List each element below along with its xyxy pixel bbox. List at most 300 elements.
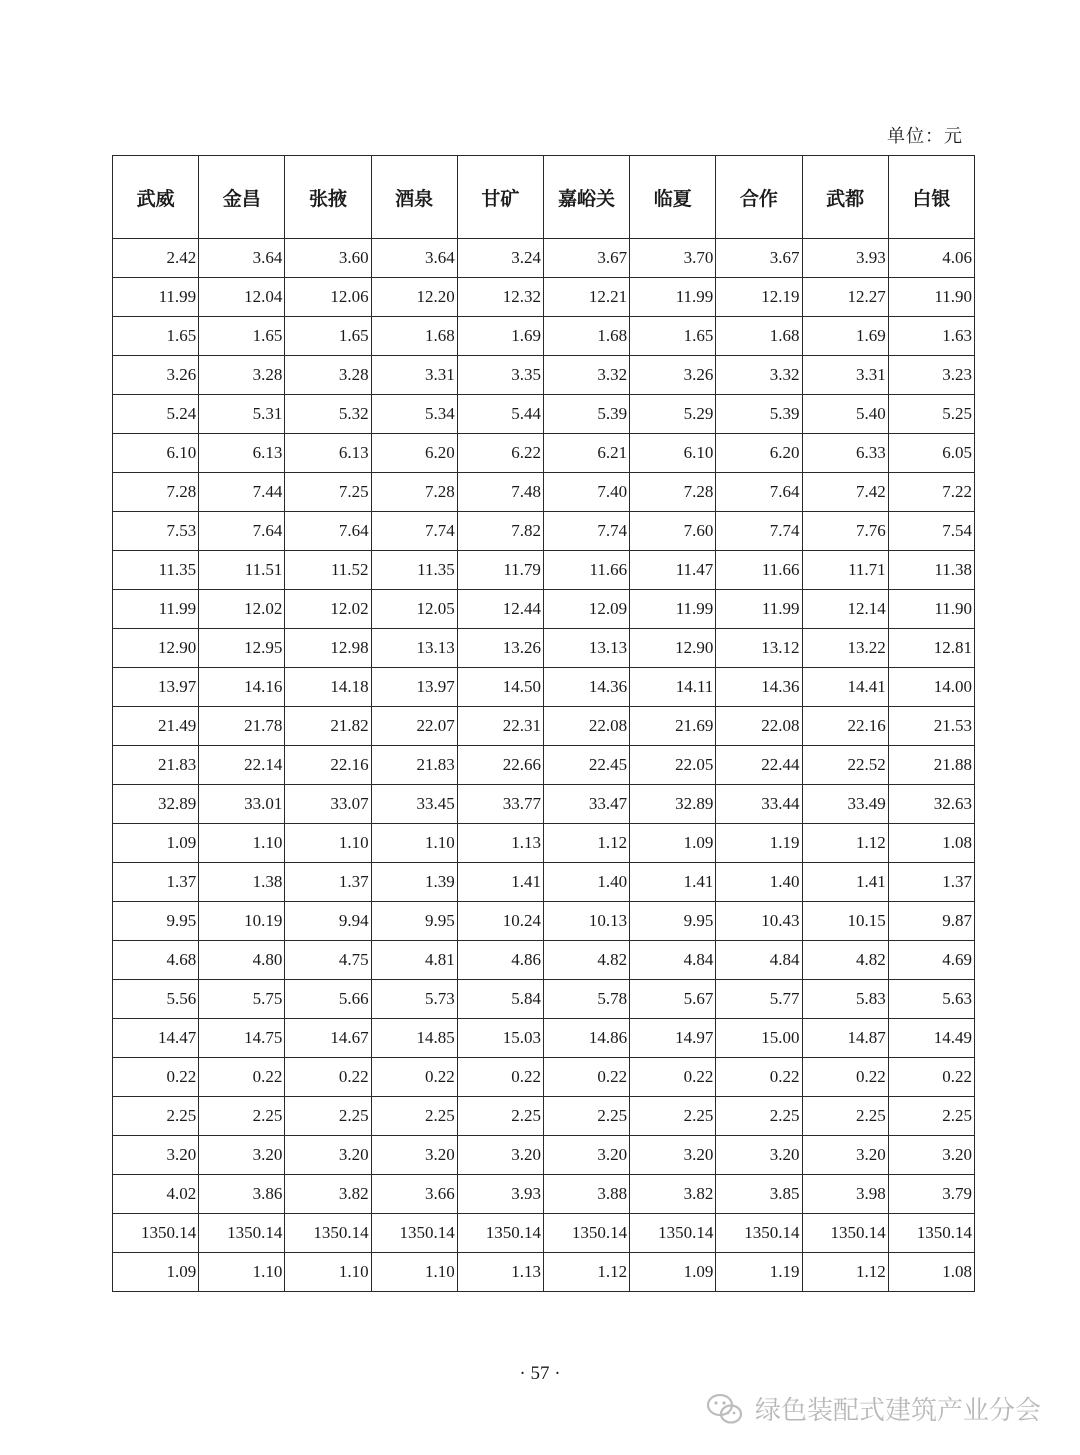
table-cell: 5.84: [457, 980, 543, 1019]
table-cell: 1350.14: [113, 1214, 199, 1253]
table-cell: 12.20: [371, 278, 457, 317]
table-row: [113, 1136, 975, 1175]
table-cell: 3.20: [285, 1136, 371, 1175]
table-cell: 14.47: [113, 1019, 199, 1058]
table-cell: 1350.14: [543, 1214, 629, 1253]
table-cell: 4.82: [543, 941, 629, 980]
table-cell: 1.09: [630, 824, 716, 863]
table-cell: 5.39: [716, 395, 802, 434]
table-cell: 3.35: [457, 356, 543, 395]
table-cell: 33.45: [371, 785, 457, 824]
table-cell: 7.64: [285, 512, 371, 551]
table-cell: 5.56: [113, 980, 199, 1019]
table-cell: 1.38: [199, 863, 285, 902]
table-cell: 1.12: [543, 824, 629, 863]
table-cell: 5.39: [543, 395, 629, 434]
table-cell: 13.26: [457, 629, 543, 668]
table-cell: 1350.14: [285, 1214, 371, 1253]
table-cell: 14.87: [802, 1019, 888, 1058]
table-cell: 12.27: [802, 278, 888, 317]
table-cell: 6.20: [716, 434, 802, 473]
table-cell: 12.04: [199, 278, 285, 317]
table-cell: 3.64: [199, 239, 285, 278]
table-cell: 7.60: [630, 512, 716, 551]
table-cell: 7.64: [199, 512, 285, 551]
table-cell: 22.31: [457, 707, 543, 746]
table-cell: 14.86: [543, 1019, 629, 1058]
table-cell: 3.28: [285, 356, 371, 395]
table-cell: 5.29: [630, 395, 716, 434]
table-cell: 6.33: [802, 434, 888, 473]
table-cell: 3.88: [543, 1175, 629, 1214]
table-cell: 6.13: [199, 434, 285, 473]
table-cell: 6.05: [888, 434, 974, 473]
table-cell: 10.15: [802, 902, 888, 941]
table-cell: 3.70: [630, 239, 716, 278]
table-row: [113, 278, 975, 317]
table-cell: 1.63: [888, 317, 974, 356]
table-cell: 0.22: [457, 1058, 543, 1097]
table-cell: 2.25: [802, 1097, 888, 1136]
table-row: [113, 551, 975, 590]
table-cell: 1.19: [716, 1253, 802, 1292]
table-cell: 5.24: [113, 395, 199, 434]
table-cell: 4.68: [113, 941, 199, 980]
table-cell: 3.79: [888, 1175, 974, 1214]
table-cell: 11.90: [888, 590, 974, 629]
table-cell: 1.37: [113, 863, 199, 902]
table-cell: 13.97: [113, 668, 199, 707]
table-cell: 3.20: [457, 1136, 543, 1175]
table-cell: 22.16: [802, 707, 888, 746]
table-cell: 33.01: [199, 785, 285, 824]
unit-label: 单位：元: [887, 126, 963, 147]
table-cell: 7.53: [113, 512, 199, 551]
table-cell: 5.44: [457, 395, 543, 434]
table-cell: 13.12: [716, 629, 802, 668]
table-cell: 2.25: [457, 1097, 543, 1136]
table-row: [113, 473, 975, 512]
table-cell: 22.08: [543, 707, 629, 746]
table-cell: 11.71: [802, 551, 888, 590]
table-cell: 1.10: [199, 1253, 285, 1292]
table-cell: 1.13: [457, 824, 543, 863]
header-row: [113, 156, 975, 239]
table-cell: 22.44: [716, 746, 802, 785]
table-cell: 22.08: [716, 707, 802, 746]
table-cell: 33.77: [457, 785, 543, 824]
table-cell: 21.78: [199, 707, 285, 746]
table-row: [113, 746, 975, 785]
table-cell: 0.22: [888, 1058, 974, 1097]
table-cell: 11.66: [716, 551, 802, 590]
table-cell: 6.10: [630, 434, 716, 473]
table-row: [113, 239, 975, 278]
table-cell: 33.49: [802, 785, 888, 824]
table-cell: 7.28: [113, 473, 199, 512]
table-cell: 4.80: [199, 941, 285, 980]
table-cell: 7.54: [888, 512, 974, 551]
table-cell: 9.94: [285, 902, 371, 941]
table-cell: 0.22: [371, 1058, 457, 1097]
table-cell: 3.93: [802, 239, 888, 278]
table-cell: 5.66: [285, 980, 371, 1019]
column-header: 嘉峪关: [543, 156, 629, 239]
table-cell: 14.18: [285, 668, 371, 707]
table-cell: 14.49: [888, 1019, 974, 1058]
table-cell: 3.23: [888, 356, 974, 395]
table-cell: 7.74: [543, 512, 629, 551]
table-cell: 9.87: [888, 902, 974, 941]
table-cell: 1.10: [285, 824, 371, 863]
table-cell: 13.13: [371, 629, 457, 668]
table-cell: 7.76: [802, 512, 888, 551]
table-cell: 1.65: [285, 317, 371, 356]
table-cell: 11.79: [457, 551, 543, 590]
table-cell: 7.28: [630, 473, 716, 512]
table-cell: 9.95: [630, 902, 716, 941]
table-cell: 2.42: [113, 239, 199, 278]
table-cell: 1.10: [285, 1253, 371, 1292]
table-cell: 3.32: [543, 356, 629, 395]
table-row: [113, 1058, 975, 1097]
table-cell: 1.41: [802, 863, 888, 902]
table-cell: 15.03: [457, 1019, 543, 1058]
table-cell: 11.99: [630, 278, 716, 317]
table-cell: 3.26: [113, 356, 199, 395]
table-cell: 3.98: [802, 1175, 888, 1214]
table-cell: 2.25: [543, 1097, 629, 1136]
table-cell: 21.82: [285, 707, 371, 746]
table-cell: 1.12: [802, 1253, 888, 1292]
table-cell: 10.43: [716, 902, 802, 941]
table-cell: 14.41: [802, 668, 888, 707]
table-cell: 14.36: [543, 668, 629, 707]
table-cell: 3.20: [716, 1136, 802, 1175]
table-cell: 21.83: [113, 746, 199, 785]
table-cell: 0.22: [630, 1058, 716, 1097]
table-cell: 1.12: [543, 1253, 629, 1292]
table-cell: 21.49: [113, 707, 199, 746]
table-row: [113, 395, 975, 434]
table-cell: 1.09: [630, 1253, 716, 1292]
table-cell: 3.24: [457, 239, 543, 278]
table-cell: 12.44: [457, 590, 543, 629]
table-cell: 11.99: [630, 590, 716, 629]
table-cell: 3.20: [630, 1136, 716, 1175]
table-cell: 22.05: [630, 746, 716, 785]
table-cell: 7.22: [888, 473, 974, 512]
table-cell: 13.22: [802, 629, 888, 668]
watermark: [705, 1390, 1041, 1427]
table-cell: 7.74: [716, 512, 802, 551]
table-cell: 3.86: [199, 1175, 285, 1214]
table-cell: 1350.14: [802, 1214, 888, 1253]
table-cell: 11.90: [888, 278, 974, 317]
table-cell: 11.52: [285, 551, 371, 590]
table-cell: 7.48: [457, 473, 543, 512]
table-cell: 1.08: [888, 1253, 974, 1292]
table-cell: 3.82: [630, 1175, 716, 1214]
table-cell: 5.75: [199, 980, 285, 1019]
column-header: 白银: [888, 156, 974, 239]
table-cell: 7.28: [371, 473, 457, 512]
table-cell: 12.90: [630, 629, 716, 668]
table-cell: 12.81: [888, 629, 974, 668]
table-cell: 5.32: [285, 395, 371, 434]
table-row: [113, 902, 975, 941]
table-cell: 2.25: [716, 1097, 802, 1136]
table-cell: 2.25: [113, 1097, 199, 1136]
table-cell: 11.66: [543, 551, 629, 590]
table-cell: 1.65: [113, 317, 199, 356]
table-row: [113, 356, 975, 395]
wechat-icon: [705, 1391, 745, 1427]
table-cell: 4.75: [285, 941, 371, 980]
table-cell: 3.20: [888, 1136, 974, 1175]
table-cell: 1350.14: [888, 1214, 974, 1253]
table-cell: 12.95: [199, 629, 285, 668]
table-cell: 1.19: [716, 824, 802, 863]
table-cell: 32.89: [113, 785, 199, 824]
table-cell: 32.89: [630, 785, 716, 824]
table-cell: 4.69: [888, 941, 974, 980]
table-row: [113, 590, 975, 629]
table-cell: 14.00: [888, 668, 974, 707]
table-cell: 22.07: [371, 707, 457, 746]
column-header: 张掖: [285, 156, 371, 239]
table-cell: 13.13: [543, 629, 629, 668]
table-cell: 33.07: [285, 785, 371, 824]
table-cell: 3.20: [543, 1136, 629, 1175]
table-cell: 1.13: [457, 1253, 543, 1292]
table-cell: 1.68: [371, 317, 457, 356]
table-cell: 3.20: [802, 1136, 888, 1175]
table-cell: 14.16: [199, 668, 285, 707]
table-cell: 10.13: [543, 902, 629, 941]
table-cell: 12.21: [543, 278, 629, 317]
table-cell: 4.86: [457, 941, 543, 980]
table-cell: 1350.14: [371, 1214, 457, 1253]
table-cell: 1350.14: [199, 1214, 285, 1253]
table-row: [113, 512, 975, 551]
table-cell: 6.21: [543, 434, 629, 473]
table-cell: 1.69: [457, 317, 543, 356]
table-cell: 11.99: [113, 590, 199, 629]
table-cell: 3.20: [371, 1136, 457, 1175]
table-cell: 1350.14: [630, 1214, 716, 1253]
table-cell: 5.73: [371, 980, 457, 1019]
table-row: [113, 1214, 975, 1253]
table-cell: 7.44: [199, 473, 285, 512]
table-cell: 10.19: [199, 902, 285, 941]
column-header: 临夏: [630, 156, 716, 239]
table-cell: 5.25: [888, 395, 974, 434]
table-cell: 3.28: [199, 356, 285, 395]
table-cell: 3.31: [371, 356, 457, 395]
table-row: [113, 785, 975, 824]
table-cell: 33.47: [543, 785, 629, 824]
table-cell: 21.88: [888, 746, 974, 785]
table-cell: 1350.14: [716, 1214, 802, 1253]
table-cell: 6.10: [113, 434, 199, 473]
table-cell: 3.93: [457, 1175, 543, 1214]
table-cell: 5.83: [802, 980, 888, 1019]
table-cell: 6.13: [285, 434, 371, 473]
page-number: · 57 ·: [519, 1363, 561, 1384]
table-cell: 15.00: [716, 1019, 802, 1058]
table-cell: 0.22: [716, 1058, 802, 1097]
table-cell: 5.63: [888, 980, 974, 1019]
table-cell: 1.69: [802, 317, 888, 356]
table-row: [113, 317, 975, 356]
table-cell: 0.22: [543, 1058, 629, 1097]
table-cell: 0.22: [199, 1058, 285, 1097]
table-cell: 7.74: [371, 512, 457, 551]
table-cell: 5.34: [371, 395, 457, 434]
table-cell: 14.85: [371, 1019, 457, 1058]
table-row: [113, 1019, 975, 1058]
table-cell: 3.66: [371, 1175, 457, 1214]
table-cell: 1.10: [371, 1253, 457, 1292]
table-cell: 14.36: [716, 668, 802, 707]
table-row: [113, 668, 975, 707]
table-cell: 2.25: [285, 1097, 371, 1136]
table-cell: 1.65: [199, 317, 285, 356]
table-cell: 3.31: [802, 356, 888, 395]
table-cell: 1.37: [888, 863, 974, 902]
column-header: 甘矿: [457, 156, 543, 239]
table-cell: 5.77: [716, 980, 802, 1019]
table-cell: 7.40: [543, 473, 629, 512]
table-cell: 7.42: [802, 473, 888, 512]
table-cell: 3.20: [199, 1136, 285, 1175]
table-cell: 11.99: [716, 590, 802, 629]
table-cell: 21.83: [371, 746, 457, 785]
table-cell: 4.84: [630, 941, 716, 980]
table-cell: 5.31: [199, 395, 285, 434]
table-cell: 1.40: [716, 863, 802, 902]
table-cell: 9.95: [113, 902, 199, 941]
table-cell: 12.05: [371, 590, 457, 629]
price-table: [112, 155, 975, 1292]
table-row: [113, 629, 975, 668]
table-cell: 33.44: [716, 785, 802, 824]
table-cell: 3.67: [543, 239, 629, 278]
table-cell: 1.65: [630, 317, 716, 356]
table-cell: 4.84: [716, 941, 802, 980]
table-cell: 1.10: [199, 824, 285, 863]
table-cell: 4.82: [802, 941, 888, 980]
table-cell: 12.06: [285, 278, 371, 317]
table-cell: 3.32: [716, 356, 802, 395]
table-cell: 3.67: [716, 239, 802, 278]
column-header: 武都: [802, 156, 888, 239]
table-body: [113, 239, 975, 1292]
table-cell: 12.14: [802, 590, 888, 629]
table-cell: 1.41: [457, 863, 543, 902]
table-cell: 1.08: [888, 824, 974, 863]
table-cell: 22.52: [802, 746, 888, 785]
table-cell: 22.66: [457, 746, 543, 785]
table-cell: 2.25: [199, 1097, 285, 1136]
table-row: [113, 980, 975, 1019]
table-row: [113, 824, 975, 863]
table-cell: 1350.14: [457, 1214, 543, 1253]
table-cell: 7.82: [457, 512, 543, 551]
table-cell: 11.51: [199, 551, 285, 590]
table-cell: 1.09: [113, 824, 199, 863]
column-header: 武威: [113, 156, 199, 239]
table-cell: 7.64: [716, 473, 802, 512]
table-cell: 4.02: [113, 1175, 199, 1214]
table-cell: 12.32: [457, 278, 543, 317]
table-cell: 6.20: [371, 434, 457, 473]
table-row: [113, 863, 975, 902]
table-cell: 1.09: [113, 1253, 199, 1292]
table-cell: 12.19: [716, 278, 802, 317]
table-cell: 11.35: [113, 551, 199, 590]
table-cell: 0.22: [802, 1058, 888, 1097]
table-cell: 22.45: [543, 746, 629, 785]
table-cell: 14.50: [457, 668, 543, 707]
table-cell: 14.75: [199, 1019, 285, 1058]
table-cell: 12.02: [285, 590, 371, 629]
table-cell: 11.99: [113, 278, 199, 317]
table-cell: 1.10: [371, 824, 457, 863]
table-cell: 5.67: [630, 980, 716, 1019]
column-header: 合作: [716, 156, 802, 239]
table-cell: 9.95: [371, 902, 457, 941]
table-cell: 14.67: [285, 1019, 371, 1058]
table-cell: 11.38: [888, 551, 974, 590]
table-cell: 14.97: [630, 1019, 716, 1058]
table-cell: 3.64: [371, 239, 457, 278]
table-cell: 1.37: [285, 863, 371, 902]
table-row: [113, 1097, 975, 1136]
table-cell: 13.97: [371, 668, 457, 707]
table-row: [113, 941, 975, 980]
watermark-text: 绿色装配式建筑产业分会: [755, 1396, 1042, 1426]
table-cell: 1.12: [802, 824, 888, 863]
table-cell: 6.22: [457, 434, 543, 473]
table-row: [113, 1175, 975, 1214]
table-cell: 3.85: [716, 1175, 802, 1214]
table-cell: 11.35: [371, 551, 457, 590]
table-cell: 1.40: [543, 863, 629, 902]
table-cell: 2.25: [630, 1097, 716, 1136]
table-row: [113, 707, 975, 746]
table-cell: 21.53: [888, 707, 974, 746]
table-cell: 0.22: [113, 1058, 199, 1097]
column-header: 酒泉: [371, 156, 457, 239]
table-cell: 21.69: [630, 707, 716, 746]
table-cell: 32.63: [888, 785, 974, 824]
table-cell: 12.90: [113, 629, 199, 668]
column-header: 金昌: [199, 156, 285, 239]
table-cell: 1.39: [371, 863, 457, 902]
table-cell: 3.20: [113, 1136, 199, 1175]
table-cell: 5.78: [543, 980, 629, 1019]
table-cell: 0.22: [285, 1058, 371, 1097]
table-cell: 7.25: [285, 473, 371, 512]
table-cell: 3.82: [285, 1175, 371, 1214]
table-cell: 3.26: [630, 356, 716, 395]
table-cell: 11.47: [630, 551, 716, 590]
table-cell: 14.11: [630, 668, 716, 707]
table-cell: 12.09: [543, 590, 629, 629]
table-cell: 5.40: [802, 395, 888, 434]
